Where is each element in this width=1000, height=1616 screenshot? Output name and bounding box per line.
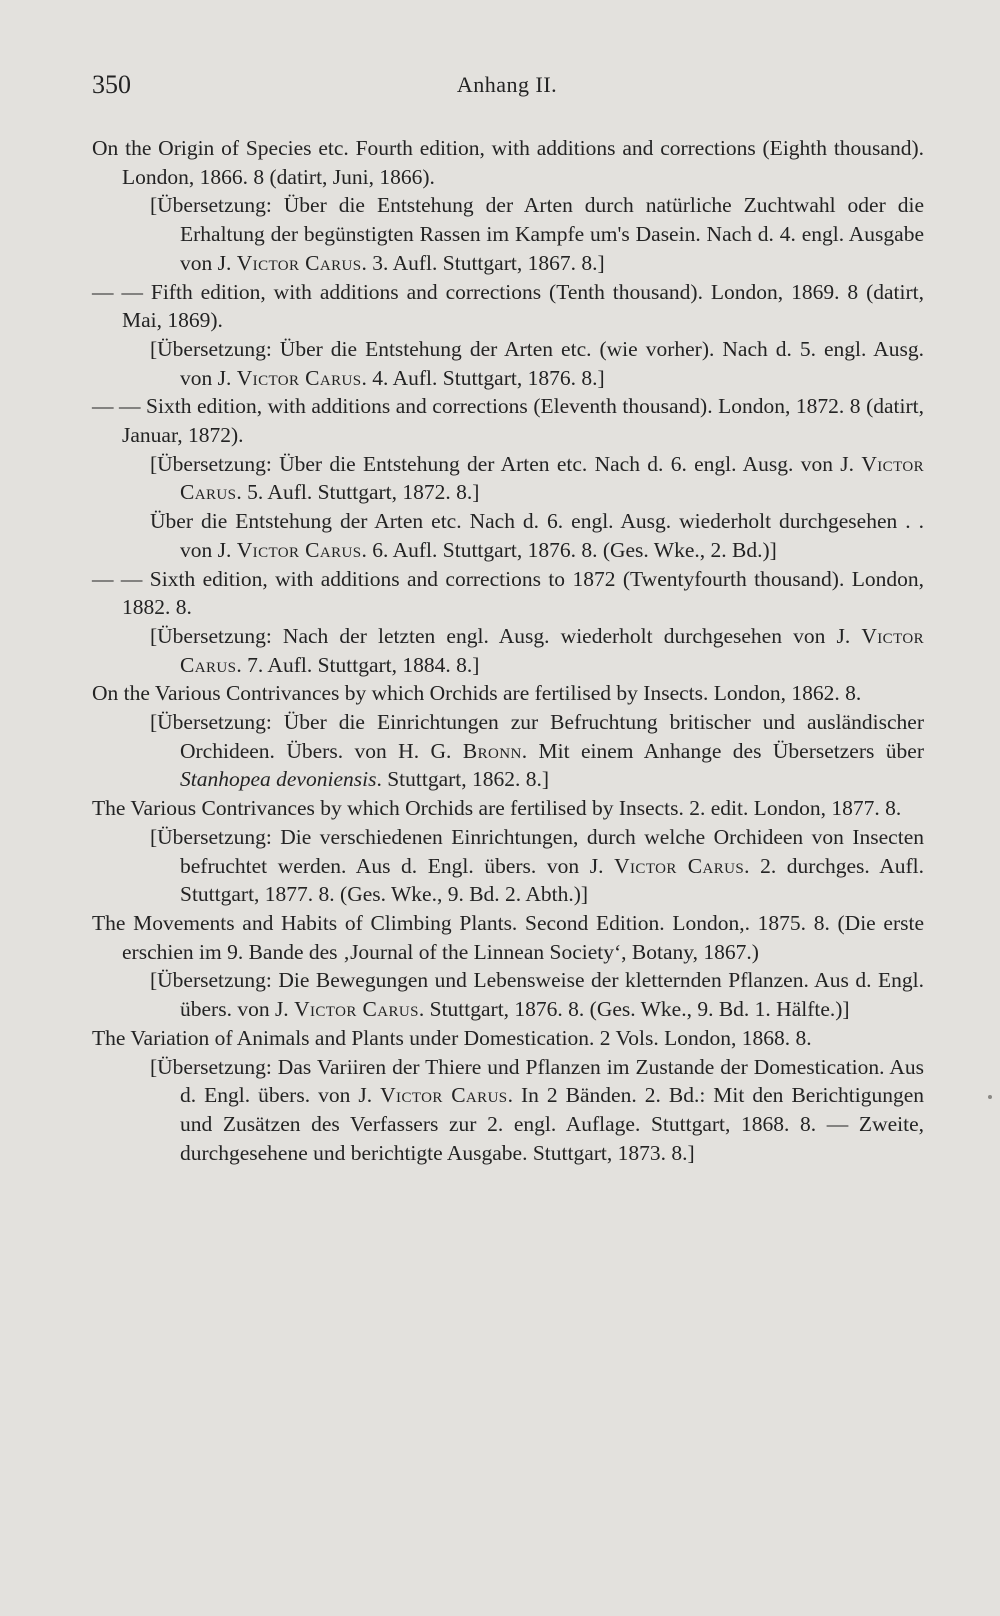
bibliography-entry: On the Various Contrivances by which Orchids are fertilised by Insects. London, 1862. 8. <box>92 681 862 706</box>
bibliography-entry: — — Sixth edition, with additions and corrections (Eleventh thousand). London, 1872. 8 (datirt, Januar, 1872). <box>92 394 924 448</box>
margin-speck <box>988 1095 992 1099</box>
bibliography-entry: The Variation of Animals and Plants under Domestication. 2 Vols. London, 1868. 8. <box>92 1025 812 1050</box>
translator-name: Victor Carus <box>236 365 362 390</box>
translation-note: [Übersetzung: Über die Entstehung der Arten etc. Nach d. 6. engl. Ausg. von J. Victor Carus. 5. Aufl. Stuttgart, 1872. 8.] <box>150 451 924 505</box>
translator-name: Victor Carus <box>180 623 924 677</box>
translation-note: [Übersetzung: Die Bewegungen und Lebensweise der kletternden Pflanzen. Aus d. Engl. übers. von J. Victor Carus. Stuttgart, 1876. 8. (Ges. Wke., 9. Bd. 1. Hälfte.)] <box>150 968 924 1022</box>
translator-name: Victor Carus <box>380 1083 508 1108</box>
bibliography-entry: — — Fifth edition, with additions and corrections (Tenth thousand). London, 1869. 8 (datirt, Mai, 1869). <box>92 279 924 333</box>
bibliography-entry: — — Sixth edition, with additions and corrections to 1872 (Twentyfourth thousand). London, 1882. 8. <box>92 566 924 620</box>
translator-name: Victor Carus <box>614 853 745 878</box>
bibliography-entry: The Various Contrivances by which Orchids are fertilised by Insects. 2. edit. London, 1877. 8. <box>92 796 902 821</box>
translator-name: Victor Carus <box>236 250 362 275</box>
translation-note: [Übersetzung: Nach der letzten engl. Ausg. wiederholt durchgesehen von J. Victor Carus. 7. Aufl. Stuttgart, 1884. 8.] <box>150 623 924 677</box>
translation-note: [Übersetzung: Über die Einrichtungen zur Befruchtung britischer und ausländischer Orchideen. Übers. von H. G. Bronn. Mit einem Anhange des Übersetzers über Stanhopea devoniensis. Stuttgart, 1862. 8.] <box>150 710 925 792</box>
bibliography-entry: The Movements and Habits of Climbing Plants. Second Edition. London,. 1875. 8. (Die erste erschien im 9. Bande des ‚Journal of the Linnean Society‘, Botany, 1867.) <box>92 910 924 964</box>
bibliography-list <box>92 134 924 1167</box>
translation-note: [Übersetzung: Das Variiren der Thiere und Pflanzen im Zustande der Domestication. Aus d. Engl. übers. von J. Victor Carus. In 2 Bänden. 2. Bd.: Mit den Berichtigungen und Zusätzen des Verfassers zur 2. engl. Auflage. Stuttgart, 1868. 8. — Zweite, durchgesehene und berichtigte Ausgabe. Stuttgart, 1873. 8.] <box>150 1054 924 1165</box>
translation-note: [Übersetzung: Die verschiedenen Einrichtungen, durch welche Orchideen von Insecten befruchtet werden. Aus d. Engl. übers. von J. Victor Carus. 2. durchges. Aufl. Stuttgart, 1877. 8. (Ges. Wke., 9. Bd. 2. Abth.)] <box>150 824 924 907</box>
bibliography-entry: On the Origin of Species etc. Fourth edition, with additions and corrections (Eighth thousand). London, 1866. 8 (datirt, Juni, 1866). <box>92 136 924 189</box>
translator-name: Victor Carus <box>294 997 419 1022</box>
running-head: Anhang II. <box>456 72 558 97</box>
translator-name: Victor Carus <box>180 451 924 505</box>
translation-note: [Übersetzung: Über die Entstehung der Arten durch natürliche Zuchtwahl oder die Erhaltung der begünstigten Rassen im Kampfe um's Dasein. Nach d. 4. engl. Ausgabe von J. Victor Carus. 3. Aufl. Stuttgart, 1867. 8.] <box>150 193 924 275</box>
translation-note: [Übersetzung: Über die Entstehung der Arten etc. (wie vorher). Nach d. 5. engl. Ausg. von J. Victor Carus. 4. Aufl. Stuttgart, 1876. 8.] <box>150 336 924 390</box>
page-number: 350 <box>92 70 131 99</box>
translation-note: Über die Entstehung der Arten etc. Nach d. 6. engl. Ausg. wiederholt durchgesehen . . von J. Victor Carus. 6. Aufl. Stuttgart, 1876. 8. (Ges. Wke., 2. Bd.)] <box>150 509 924 562</box>
page-header <box>92 70 922 110</box>
species-name: Stanhopea devoniensis <box>180 767 377 792</box>
translator-name: Victor Carus <box>236 537 362 562</box>
translator-name: Bronn <box>462 738 522 763</box>
